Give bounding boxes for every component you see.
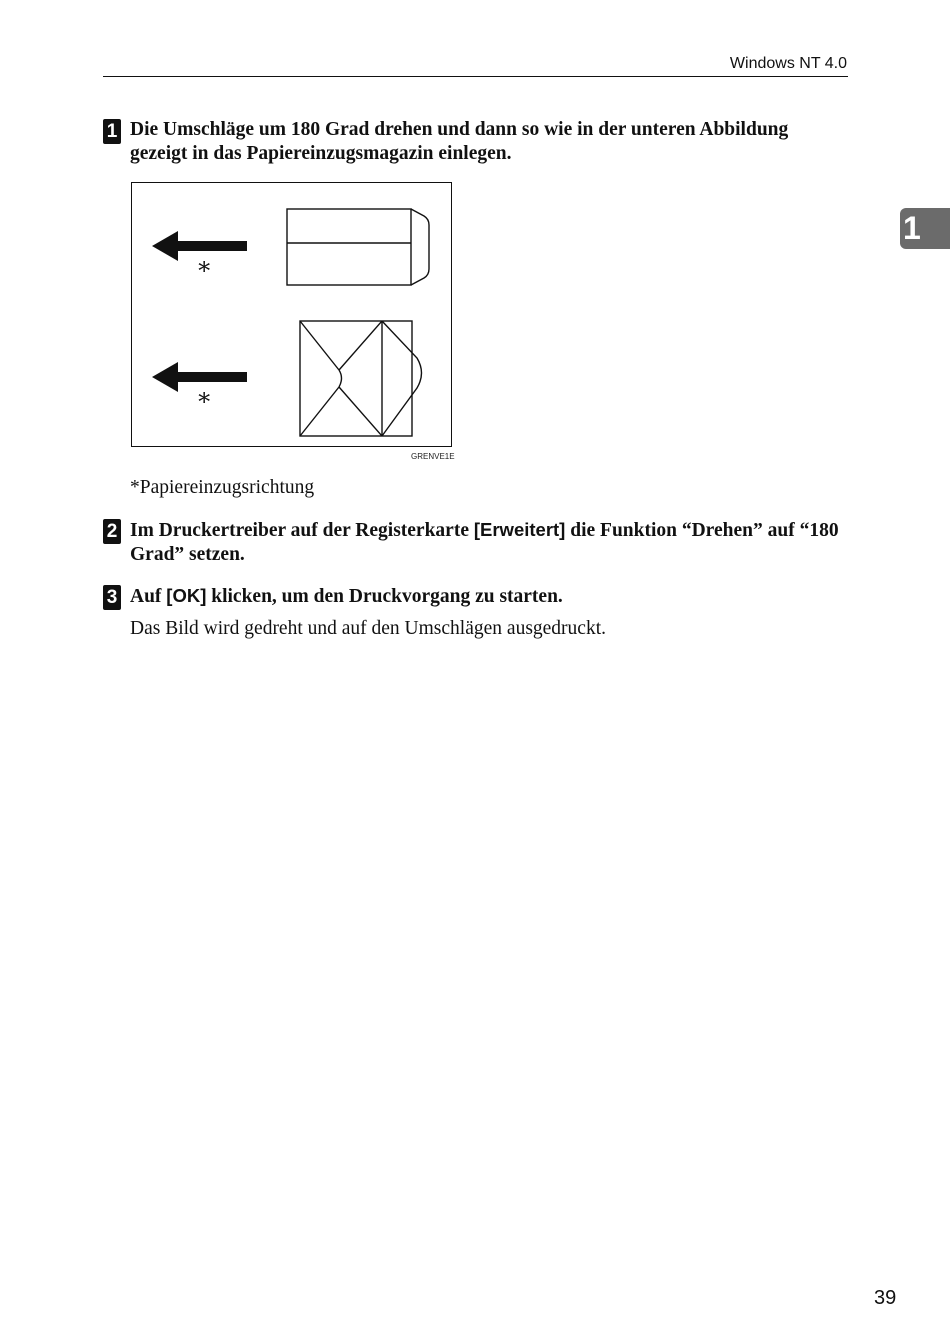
step-number: 2	[103, 519, 121, 544]
step-text-part: klicken, um den Druckvorgang zu starten.	[206, 586, 563, 607]
ui-term-button: [OK]	[166, 585, 207, 606]
step-text-part: Auf	[130, 586, 167, 607]
ui-term-tab: [Erweitert]	[473, 519, 566, 540]
step-result-text: Das Bild wird gedreht und auf den Umschlägen ausgedruckt.	[130, 618, 606, 639]
envelope-landscape-icon	[287, 209, 429, 285]
envelope-figure	[131, 182, 452, 447]
step-2	[103, 518, 848, 567]
step-text-part: Im Druckertreiber auf der Registerkarte	[130, 520, 474, 541]
step-instruction	[130, 518, 848, 567]
chapter-tab: 1	[900, 208, 950, 249]
step-1	[103, 118, 848, 166]
step-3	[103, 584, 848, 641]
envelope-illustration	[132, 183, 453, 448]
step-text-part: die Funktion “Drehen” auf “180 Grad” setzen.	[130, 520, 839, 565]
header-rule	[103, 76, 848, 77]
step-number: 3	[103, 585, 121, 610]
envelope-flap-icon	[300, 321, 422, 436]
step-instruction	[130, 584, 848, 609]
figure-code: GRENVE1E	[411, 452, 455, 461]
page-number: 39	[874, 1287, 897, 1309]
step-number: 1	[103, 119, 121, 144]
running-header: Windows NT 4.0	[729, 55, 847, 72]
feed-direction-asterisk: ∗	[196, 254, 213, 280]
feed-direction-asterisk: ∗	[196, 385, 213, 411]
step-instruction: Die Umschläge um 180 Grad drehen und dann so wie in der unteren Abbildung gezeigt in das Papiereinzugsmagazin einlegen.	[130, 119, 789, 164]
figure-caption: *Papiereinzugsrichtung	[130, 477, 315, 498]
